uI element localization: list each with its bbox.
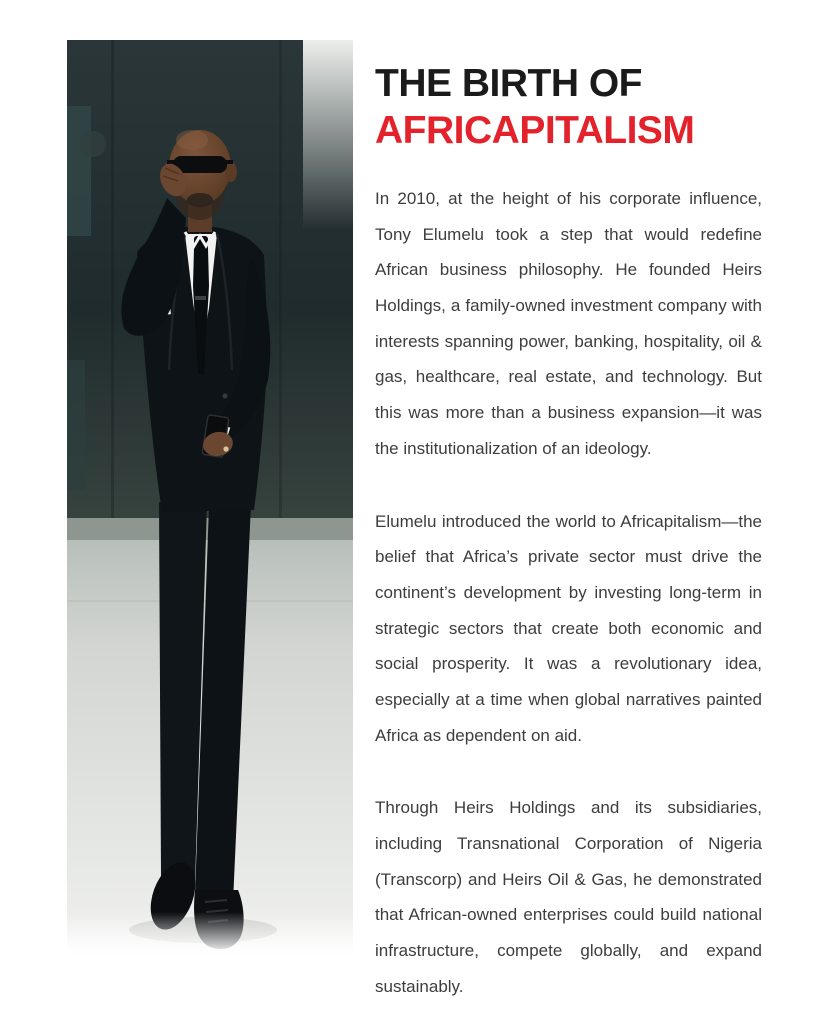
- paragraph-3: Through Heirs Holdings and its subsidiaries, including Transnational Corporation of Nigeria (Transcorp) and Heirs Oil & Gas, he demonstrated that African-owned enterprises could build national infrastructure, compete globally, and expand sustainably.: [375, 798, 762, 996]
- article-column: [375, 60, 762, 1004]
- portrait-photo-illustration: [67, 40, 353, 955]
- title-line-1: THE BIRTH OF: [375, 62, 642, 105]
- portrait-photo: [67, 40, 353, 955]
- paragraph-1: In 2010, at the height of his corporate influence, Tony Elumelu took a step that would redefine African business philosophy. He founded Heirs Holdings, a family-owned investment company with interests spanning power, banking, hospitality, oil & gas, healthcare, real estate, and technology. But this was more than a business expansion—it was the institutionalization of an ideology.: [375, 189, 762, 458]
- title-line-2: AFRICAPITALISM: [375, 109, 695, 152]
- page-title: [375, 60, 762, 154]
- article-body: [375, 181, 762, 1004]
- paragraph-2: Elumelu introduced the world to Africapitalism—the belief that Africa’s private sector must drive the continent’s development by investing long-term in strategic sectors that create both economic and social prosperity. It was a revolutionary idea, especially at a time when global narratives painted Africa as dependent on aid.: [375, 511, 762, 745]
